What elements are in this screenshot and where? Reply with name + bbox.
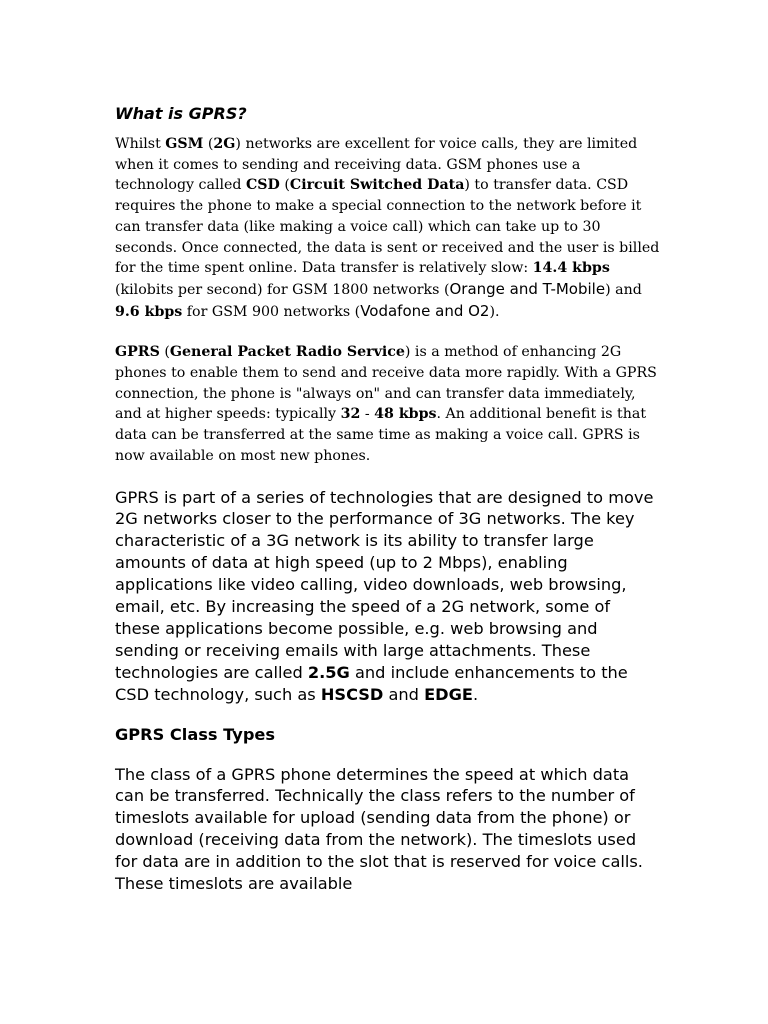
- text-run: and: [383, 684, 425, 704]
- text-run: ) to transfer data. CSD requires the phone to make a special connection to the network before it can transfer data (like making a voice call) which can take up to 30 seconds. Once connected, the data is sent or received and the user is billed for the time spent online. Data transfer is relatively slow:: [115, 177, 660, 277]
- heading-what-is-gprs: What is GPRS?: [115, 104, 247, 123]
- text-run: and include enhancements to the CSD technology, such as: [115, 662, 628, 704]
- text-run: GPRS is part of a series of technologies that are designed to move 2G networks closer to the performance of 3G networks. The key characteristic of a 3G network is its ability to transfer large amounts of data at high speed (up to 2 Mbps), enabling applications like video calling, video downloads, web browsing, email, etc. By increasing the speed of a 2G network, some of these applications become possible, e.g. web browsing and sending or receiving emails with large attachments. These technologies are called: [115, 487, 654, 682]
- bold-term: GPRS: [115, 344, 160, 361]
- text-run: ).: [489, 303, 500, 320]
- text-run: (: [203, 136, 214, 152]
- bold-term: Circuit Switched Data: [289, 177, 465, 194]
- text-run: (: [159, 344, 170, 361]
- text-run: (kilobits per second) for GSM 1800 networks (: [115, 281, 450, 298]
- text-run: ) is a method of enhancing 2G phones to enable them to send and receive data more rapidly. With a GPRS connection, the phone is "always on" and can transfer data immediately, and at higher speeds: typically: [115, 344, 657, 423]
- bold-term: General Packet Radio Service: [169, 344, 405, 361]
- bold-term: 2G: [213, 136, 236, 152]
- paragraph-gprs-definition: [115, 342, 660, 466]
- text-run: Whilst: [115, 136, 166, 152]
- text-run: .: [472, 684, 479, 704]
- document-page: [115, 104, 660, 895]
- bold-term: 48 kbps: [374, 406, 437, 423]
- text-run: ) and: [605, 281, 642, 298]
- bold-term: GSM: [165, 136, 204, 152]
- text-run: . An additional benefit is that data can be transferred at the same time as making a voice call. GPRS is now available on most new phones.: [115, 406, 647, 464]
- text-run: -: [360, 406, 375, 423]
- bold-term: 9.6 kbps: [115, 303, 183, 320]
- bold-term: EDGE: [424, 684, 473, 704]
- text-run: ) networks are excellent for voice calls, they are limited when it comes to sending and receiving data. GSM phones use a technology called: [115, 136, 638, 194]
- text-run: (: [279, 177, 290, 194]
- paragraph-class-types: The class of a GPRS phone determines the speed at which data can be transferred. Technically the class refers to the number of timeslots available for upload (sending data from the phone) or download (receiving data from the network). The timeslots used for data are in addition to the slot that is reserved for voice calls. These timeslots are available: [115, 764, 643, 894]
- bold-term: 2.5G: [307, 662, 350, 682]
- bold-term: HSCSD: [320, 684, 384, 704]
- network-names: Vodafone and O2: [360, 301, 490, 320]
- paragraph-gsm-csd: [115, 134, 660, 322]
- heading-gprs-class-types: GPRS Class Types: [115, 724, 276, 744]
- bold-term: CSD: [246, 177, 280, 194]
- bold-term: 32: [340, 406, 361, 423]
- text-run: for GSM 900 networks (: [182, 303, 361, 320]
- bold-term: 14.4 kbps: [532, 260, 610, 277]
- paragraph-gprs-series: [115, 487, 660, 706]
- network-names: Orange and T-Mobile: [449, 279, 606, 298]
